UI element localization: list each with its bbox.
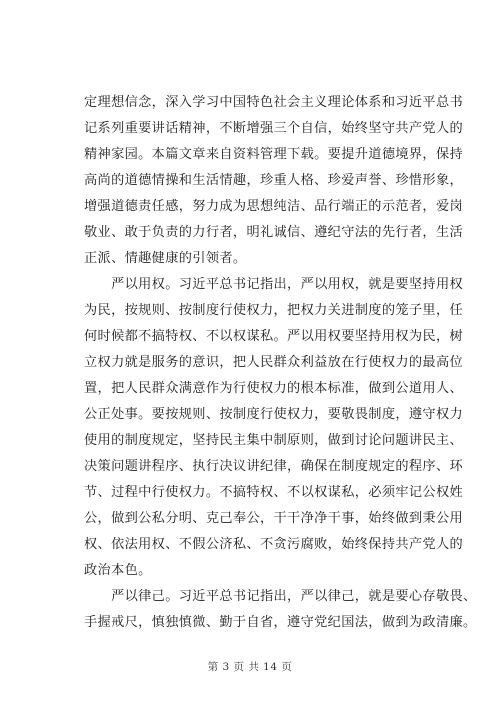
text-line: 增强道德责任感，努力成为思想纯洁、品行端正的示范者，爱岗 xyxy=(84,199,464,214)
text-line: 公正处事。要按规则、按制度行使权力，要敬畏制度，遵守权力 xyxy=(84,407,464,422)
page-number-footer: 第 3 页 共 14 页 xyxy=(207,661,293,673)
text-line: 使用的制度规定，坚持民主集中制原则，做到讨论问题讲民主、 xyxy=(84,433,464,448)
text-line: 敬业、敢于负责的力行者，明礼诚信、遵纪守法的先行者，生活 xyxy=(84,225,464,240)
text-line: 定理想信念，深入学习中国特色社会主义理论体系和习近平总书 xyxy=(84,95,464,110)
text-line: 公，做到公私分明、克己奉公，干干净净干事，始终做到秉公用 xyxy=(84,511,464,526)
text-line: 手握戒尺，慎独慎微、勤于自省，遵守党纪国法，做到为政清廉。 xyxy=(84,615,477,630)
paragraph-start: 严以用权。习近平总书记指出，严以用权，就是要坚持用权 xyxy=(84,277,464,292)
text-line: 正派、情趣健康的引领者。 xyxy=(84,251,247,266)
paragraph-start: 严以律己。习近平总书记指出，严以律己，就是要心存敬畏、 xyxy=(84,589,477,604)
text-line: 置，把人民群众满意作为行使权力的根本标准，做到公道用人、 xyxy=(84,381,464,396)
text-line: 决策问题讲程序、执行决议讲纪律，确保在制度规定的程序、环 xyxy=(84,459,464,474)
text-line: 政治本色。 xyxy=(84,563,152,578)
text-line: 高尚的道德情操和生活情趣，珍重人格、珍爱声誉、珍惜形象， xyxy=(84,173,464,188)
text-line: 何时候都不搞特权、不以权谋私。严以用权要坚持用权为民，树 xyxy=(84,329,464,344)
text-line: 为民，按规则、按制度行使权力，把权力关进制度的笼子里，任 xyxy=(84,303,464,318)
text-line: 权、依法用权、不假公济私、不贪污腐败，始终保持共产党人的 xyxy=(84,537,464,552)
text-line: 立权力就是服务的意识，把人民群众利益放在行使权力的最高位 xyxy=(84,355,464,370)
text-line: 记系列重要讲话精神，不断增强三个自信，始终坚守共产党人的 xyxy=(84,121,464,136)
text-line: 精神家园。本篇文章来自资料管理下载。要提升道德境界，保持 xyxy=(84,147,464,162)
text-line: 节、过程中行使权力。不搞特权、不以权谋私，必须牢记公权姓 xyxy=(84,485,464,500)
